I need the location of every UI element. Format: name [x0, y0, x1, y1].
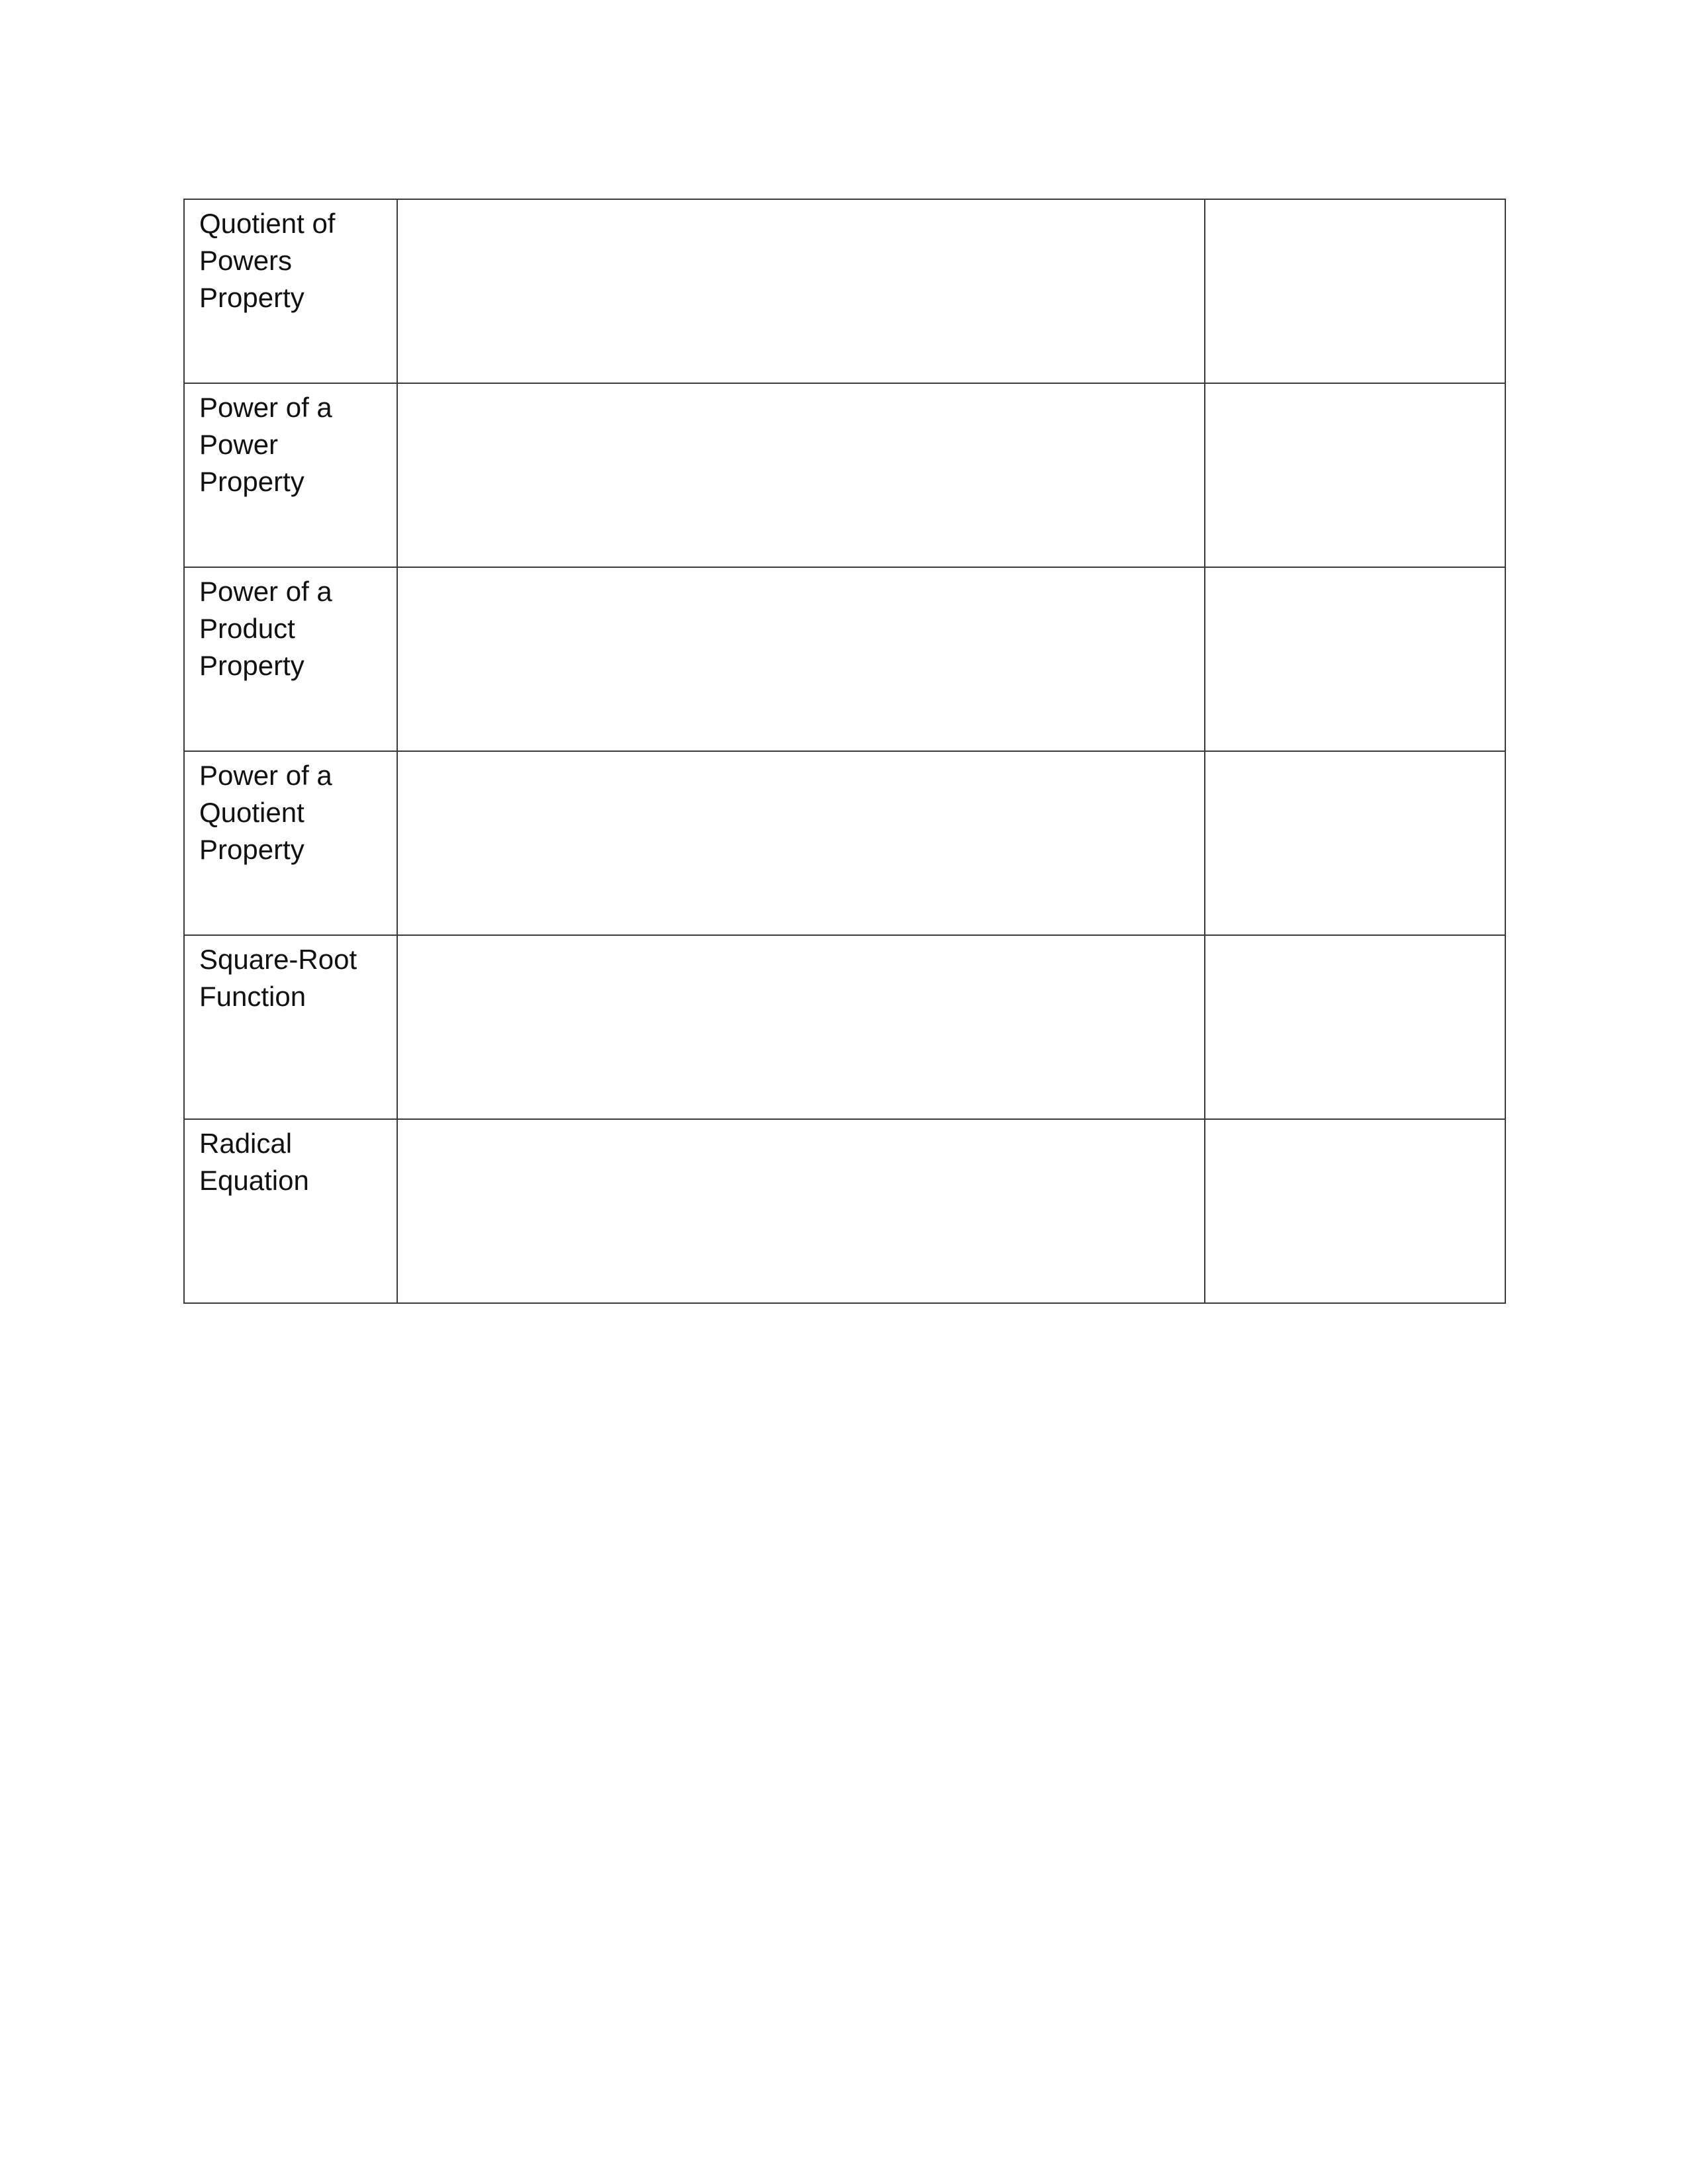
- definition-cell[interactable]: [397, 1119, 1205, 1303]
- example-cell[interactable]: [1205, 383, 1505, 567]
- definition-cell[interactable]: [397, 567, 1205, 751]
- term-cell: [184, 751, 397, 935]
- term-cell: [184, 1119, 397, 1303]
- definition-cell[interactable]: [397, 935, 1205, 1119]
- definition-cell[interactable]: [397, 199, 1205, 383]
- example-cell[interactable]: [1205, 199, 1505, 383]
- term-cell: [184, 199, 397, 383]
- table-row: [184, 567, 1505, 751]
- example-cell[interactable]: [1205, 1119, 1505, 1303]
- term-cell: [184, 567, 397, 751]
- table-row: [184, 935, 1505, 1119]
- table-row: [184, 383, 1505, 567]
- table-row: [184, 1119, 1505, 1303]
- definition-cell[interactable]: [397, 751, 1205, 935]
- table-row: [184, 751, 1505, 935]
- term-cell: [184, 383, 397, 567]
- term-label: Square-Root Function: [199, 944, 357, 1012]
- term-cell: [184, 935, 397, 1119]
- term-label: Quotient of Powers Property: [199, 208, 336, 313]
- term-label: Power of a Product Property: [199, 576, 332, 681]
- example-cell[interactable]: [1205, 567, 1505, 751]
- term-label: Power of a Quotient Property: [199, 760, 332, 865]
- table-row: [184, 199, 1505, 383]
- vocabulary-table: [183, 199, 1506, 1304]
- definition-cell[interactable]: [397, 383, 1205, 567]
- term-label: Power of a Power Property: [199, 392, 332, 497]
- example-cell[interactable]: [1205, 935, 1505, 1119]
- example-cell[interactable]: [1205, 751, 1505, 935]
- term-label: Radical Equation: [199, 1128, 309, 1196]
